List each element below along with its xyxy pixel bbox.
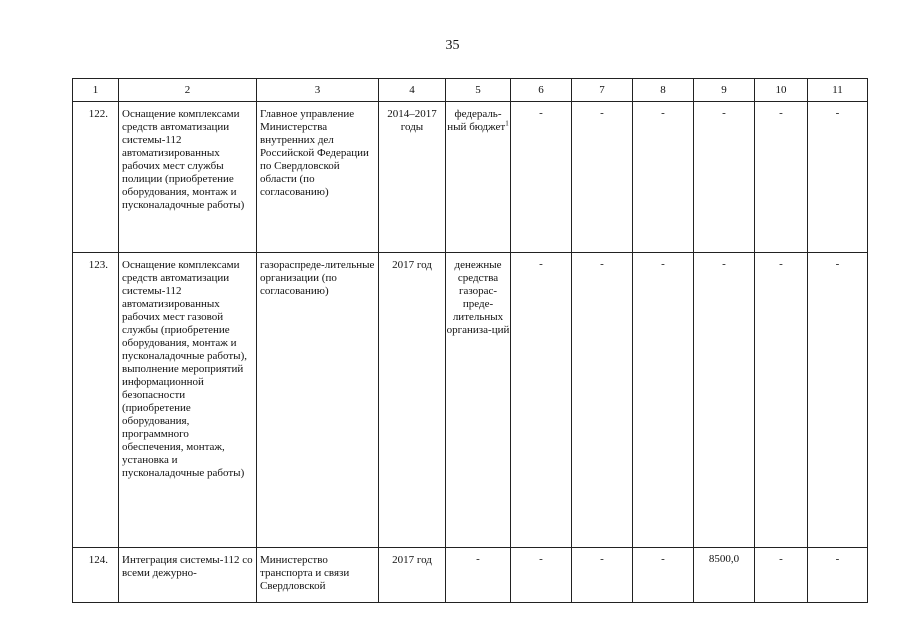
row-source-cell bbox=[446, 102, 511, 253]
row-value: - bbox=[633, 548, 694, 603]
program-table bbox=[72, 78, 868, 603]
table-row bbox=[73, 102, 868, 253]
row-description: Оснащение комплексами средств автоматизации системы-112 автоматизированных рабочих мест службы полиции (приобретение оборудования, монтаж и пусконаладочные работы) bbox=[119, 102, 257, 253]
row-value: - bbox=[808, 253, 868, 548]
column-header: 1 bbox=[73, 79, 119, 102]
row-executor: Министерство транспорта и связи Свердловской bbox=[257, 548, 379, 603]
row-value: 8500,0 bbox=[694, 548, 755, 603]
row-value: - bbox=[572, 548, 633, 603]
row-value: - bbox=[694, 253, 755, 548]
row-value: - bbox=[633, 253, 694, 548]
column-header: 10 bbox=[755, 79, 808, 102]
row-number: 124. bbox=[73, 548, 119, 603]
row-number: 123. bbox=[73, 253, 119, 548]
column-header: 8 bbox=[633, 79, 694, 102]
row-source: - bbox=[446, 548, 511, 603]
row-source: денежные средства газорас-преде-лительных организа-ций bbox=[446, 253, 511, 548]
table-header-row bbox=[73, 79, 868, 102]
row-value: - bbox=[511, 102, 572, 253]
row-description: Оснащение комплексами средств автоматизации системы-112 автоматизированных рабочих мест газовой службы (приобретение оборудования, монтаж и пусконаладочные работы), выполнение мероприятий информационной безопасности (приобретение оборудования, программного обеспечения, монтаж, установка и пусконаладочные работы) bbox=[119, 253, 257, 548]
table-row bbox=[73, 548, 868, 603]
table-row bbox=[73, 253, 868, 548]
row-executor: Главное управление Министерства внутренних дел Российской Федерации по Свердловской области (по согласованию) bbox=[257, 102, 379, 253]
page-number: 35 bbox=[445, 38, 460, 53]
row-value: - bbox=[755, 548, 808, 603]
column-header: 7 bbox=[572, 79, 633, 102]
row-source: федераль-ный бюджет bbox=[447, 108, 506, 133]
column-header: 5 bbox=[446, 79, 511, 102]
row-value: - bbox=[572, 253, 633, 548]
row-value: - bbox=[694, 102, 755, 253]
row-value: - bbox=[511, 548, 572, 603]
row-value: - bbox=[633, 102, 694, 253]
row-number: 122. bbox=[73, 102, 119, 253]
column-header: 9 bbox=[694, 79, 755, 102]
row-value: - bbox=[808, 102, 868, 253]
row-period: 2017 год bbox=[379, 253, 446, 548]
column-header: 6 bbox=[511, 79, 572, 102]
row-value: - bbox=[808, 548, 868, 603]
row-value: - bbox=[755, 102, 808, 253]
row-value: - bbox=[572, 102, 633, 253]
column-header: 2 bbox=[119, 79, 257, 102]
column-header: 11 bbox=[808, 79, 868, 102]
footnote-marker: 1 bbox=[505, 119, 509, 128]
row-executor: газораспреде-лительные организации (по согласованию) bbox=[257, 253, 379, 548]
row-value: - bbox=[511, 253, 572, 548]
row-period: 2017 год bbox=[379, 548, 446, 603]
column-header: 4 bbox=[379, 79, 446, 102]
row-value: - bbox=[755, 253, 808, 548]
row-description: Интеграция системы-112 со всеми дежурно- bbox=[119, 548, 257, 603]
row-period: 2014–2017 годы bbox=[379, 102, 446, 253]
column-header: 3 bbox=[257, 79, 379, 102]
